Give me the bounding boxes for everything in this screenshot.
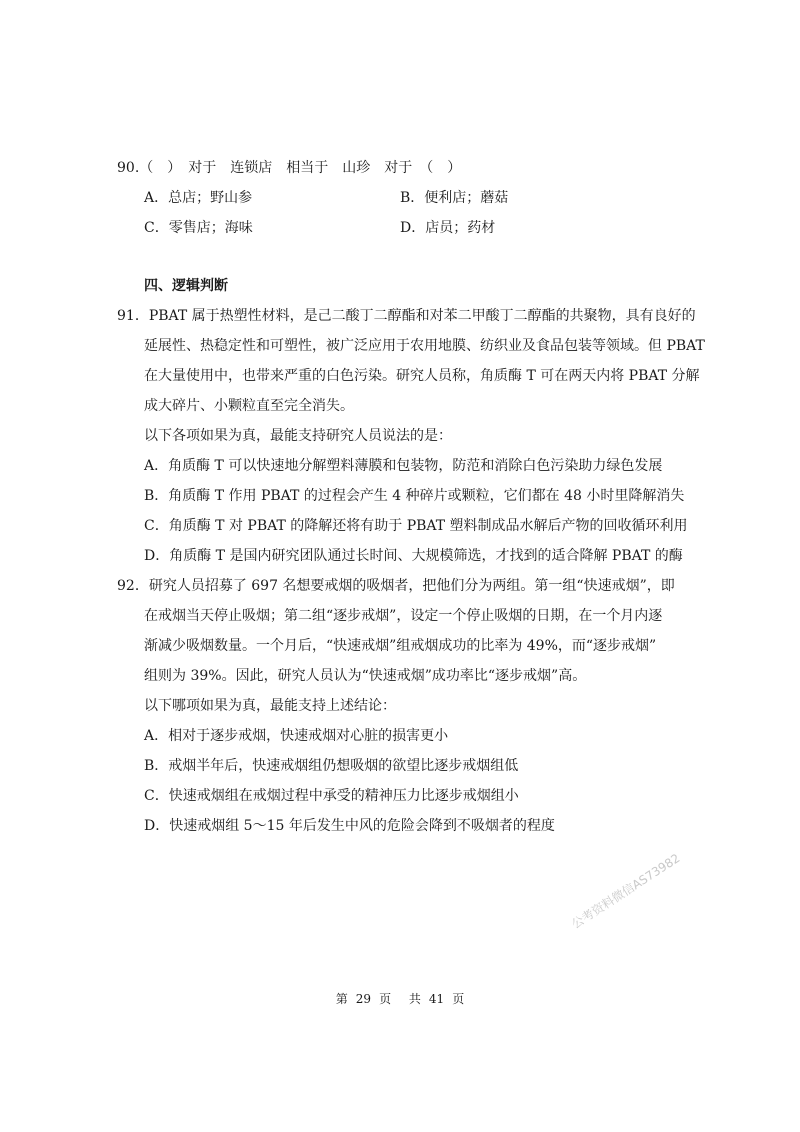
footer-page-unit: 页 bbox=[379, 992, 392, 1006]
q92-line-4: 组则为 39%。因此，研究人员认为“快速戒烟”成功率比“逐步戒烟”高。 bbox=[144, 668, 587, 684]
q92-option-b: B．戒烟半年后，快速戒烟组仍想吸烟的欲望比逐步戒烟组低 bbox=[144, 758, 519, 774]
page-footer bbox=[0, 990, 800, 1007]
q91-option-a: A．角质酶 T 可以快速地分解塑料薄膜和包装物，防范和消除白色污染助力绿色发展 bbox=[144, 458, 663, 474]
q91-line-3: 在大量使用中，也带来严重的白色污染。研究人员称，角质酶 T 可在两天内将 PBAT 分解 bbox=[144, 368, 700, 384]
q91-line-1: 91．PBAT 属于热塑性材料，是己二酸丁二醇酯和对苯二甲酸丁二醇酯的共聚物，具有良好的 bbox=[117, 308, 696, 324]
q91-option-b: B．角质酶 T 作用 PBAT 的过程会产生 4 种碎片或颗粒，它们都在 48 小时里降解消失 bbox=[144, 488, 685, 504]
q91-option-c: C．角质酶 T 对 PBAT 的降解还将有助于 PBAT 塑料制成品水解后产物的回收循环利用 bbox=[144, 518, 688, 534]
q92-line-1: 92．研究人员招募了 697 名想要戒烟的吸烟者，把他们分为两组。第一组“快速戒烟”，即 bbox=[117, 578, 675, 594]
watermark-text: 公考资料微信AS73982 bbox=[569, 851, 683, 932]
q90-stem: 90.（ ） 对于 连锁店 相当于 山珍 对于 （ ） bbox=[117, 160, 462, 176]
q92-option-d: D．快速戒烟组 5～15 年后发生中风的危险会降到不吸烟者的程度 bbox=[144, 818, 555, 834]
q91-option-d: D．角质酶 T 是国内研究团队通过长时间、大规模筛选，才找到的适合降解 PBAT 的酶 bbox=[144, 548, 683, 564]
q92-line-3: 渐减少吸烟数量。一个月后，“快速戒烟”组戒烟成功的比率为 49%，而“逐步戒烟” bbox=[144, 638, 657, 654]
footer-total-label: 共 bbox=[408, 992, 421, 1006]
footer-page-label: 第 bbox=[335, 992, 348, 1006]
footer-total-number: 41 bbox=[428, 992, 445, 1006]
q92-prompt: 以下哪项如果为真，最能支持上述结论： bbox=[144, 698, 396, 714]
q90-option-b: B．便利店；蘑菇 bbox=[400, 190, 509, 206]
q91-prompt: 以下各项如果为真，最能支持研究人员说法的是： bbox=[144, 428, 452, 444]
q90-option-c: C．零售店；海味 bbox=[144, 220, 253, 236]
q91-line-4: 成大碎片、小颗粒直至完全消失。 bbox=[144, 398, 354, 414]
footer-total-unit: 页 bbox=[452, 992, 465, 1006]
q92-option-a: A．相对于逐步戒烟，快速戒烟对心脏的损害更小 bbox=[144, 728, 449, 744]
q90-option-d: D．店员；药材 bbox=[400, 220, 496, 236]
q92-line-2: 在戒烟当天停止吸烟；第二组“逐步戒烟”，设定一个停止吸烟的日期，在一个月内逐 bbox=[144, 608, 663, 624]
q90-option-a: A．总店；野山参 bbox=[144, 190, 253, 206]
footer-page-number: 29 bbox=[355, 992, 372, 1006]
q91-line-2: 延展性、热稳定性和可塑性，被广泛应用于农用地膜、纺织业及食品包装等领域。但 PBAT bbox=[144, 338, 705, 354]
section-title: 四、逻辑判断 bbox=[144, 278, 228, 294]
q92-option-c: C．快速戒烟组在戒烟过程中承受的精神压力比逐步戒烟组小 bbox=[144, 788, 519, 804]
